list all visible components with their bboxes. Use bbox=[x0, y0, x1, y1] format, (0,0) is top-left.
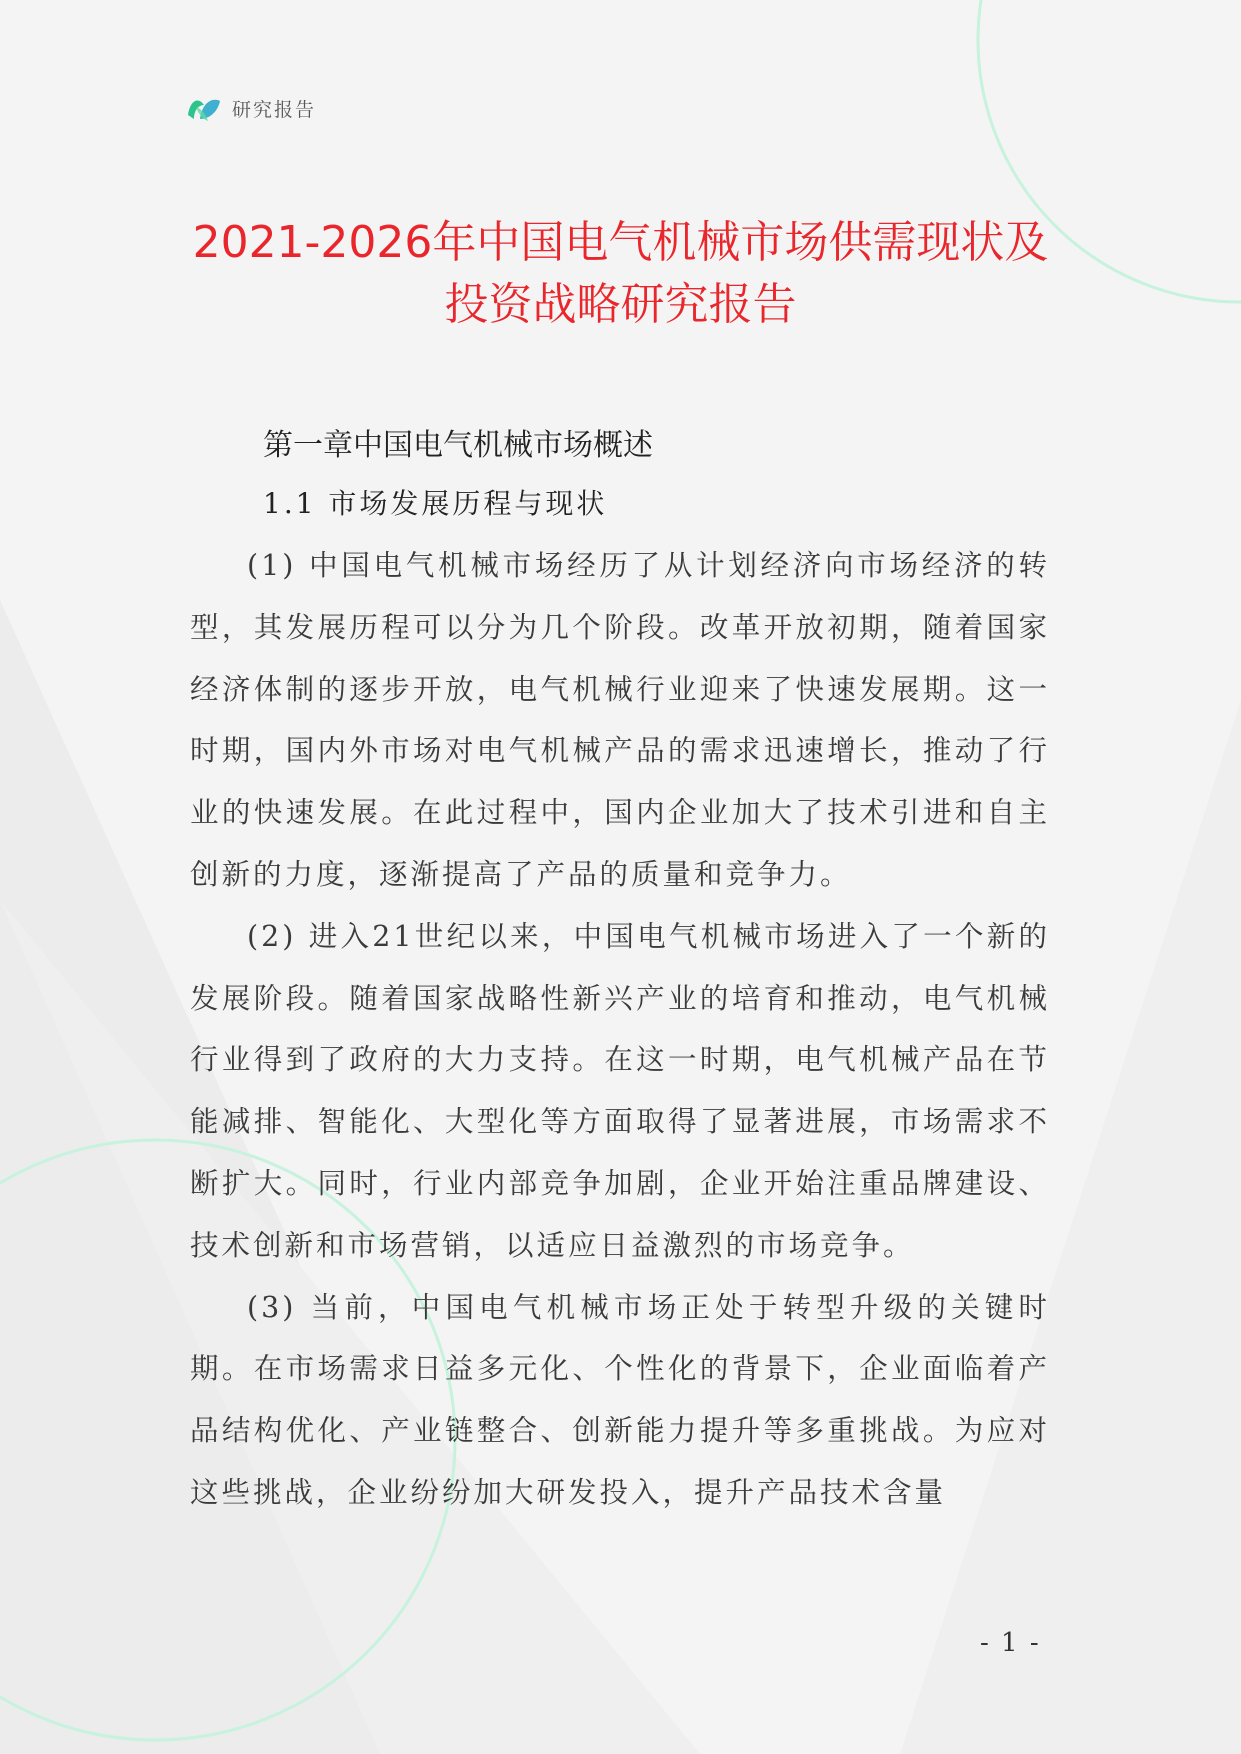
body-text bbox=[190, 535, 1050, 1524]
document-title bbox=[150, 212, 1091, 336]
paragraph-2: (2) 进入21世纪以来，中国电气机械市场进入了一个新的发展阶段。随着国家战略性新兴产业的培育和推动，电气机械行业得到了政府的大力支持。在这一时期，电气机械产品在节能减排、智能化、大型化等方面取得了显著进展，市场需求不断扩大。同时，行业内部竞争加剧，企业开始注重品牌建设、技术创新和市场营销，以适应日益激烈的市场竞争。 bbox=[190, 919, 1050, 1262]
document-header bbox=[186, 90, 316, 126]
title-line-2: 投资战略研究报告 bbox=[444, 279, 797, 330]
paragraph-1: (1) 中国电气机械市场经历了从计划经济向市场经济的转型，其发展历程可以分为几个阶段。改革开放初期，随着国家经济体制的逐步开放，电气机械行业迎来了快速发展期。这一时期，国内外市场对电气机械产品的需求迅速增长，推动了行业的快速发展。在此过程中，国内企业加大了技术引进和自主创新的力度，逐渐提高了产品的质量和竞争力。 bbox=[190, 549, 1050, 891]
section-heading: 1.1 市场发展历程与现状 bbox=[263, 487, 608, 520]
paragraph-3: (3) 当前，中国电气机械市场正处于转型升级的关键时期。在市场需求日益多元化、个性化的背景下，企业面临着产品结构优化、产业链整合、创新能力提升等多重挑战。为应对这些挑战，企业纷纷加大研发投入，提升产品技术含量 bbox=[190, 1290, 1050, 1509]
brand-label: 研究报告 bbox=[232, 98, 317, 121]
page-number: - 1 - bbox=[980, 1628, 1041, 1658]
leaf-logo-icon bbox=[186, 93, 222, 123]
title-line-1: 2021-2026年中国电气机械市场供需现状及 bbox=[192, 217, 1049, 268]
chapter-heading: 第一章中国电气机械市场概述 bbox=[263, 428, 653, 463]
